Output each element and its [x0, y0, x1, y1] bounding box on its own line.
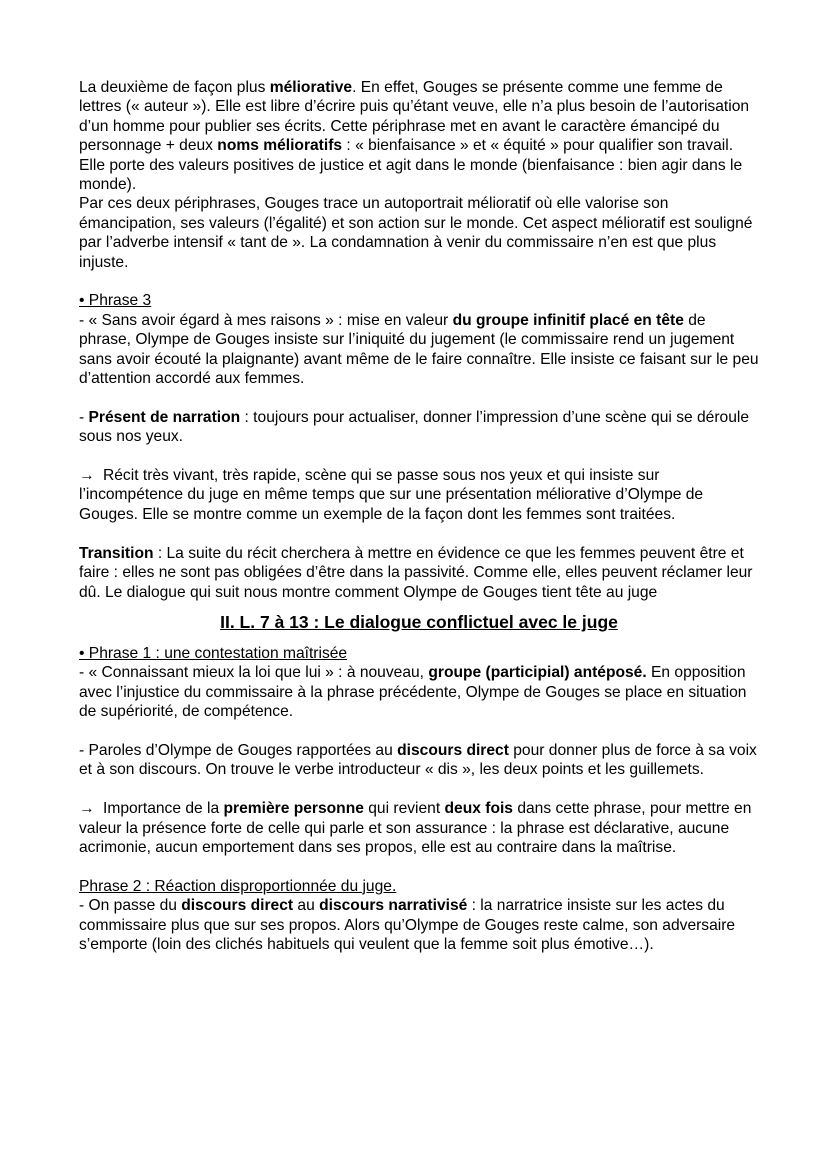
text-run: Récit très vivant, très rapide, scène qui se passe sous nos yeux et qui insiste sur l’incompétence du juge en même temps que sur une présentation méliorative d’Olympe de Gouges. Elle se montre comme un exemple de la façon dont les femmes sont traitées. — [79, 467, 704, 523]
bold-run: noms mélioratifs — [217, 137, 343, 155]
paragraph-connaissant — [79, 663, 759, 721]
paragraph-present-narration — [79, 408, 759, 447]
spacer — [79, 272, 759, 291]
spacer — [79, 780, 759, 799]
spacer — [79, 857, 759, 876]
paragraph-meliorative — [79, 78, 759, 194]
right-arrow-icon: → — [79, 467, 95, 485]
paragraph-sans-avoir-egard — [79, 311, 759, 389]
text-run: - — [79, 408, 89, 426]
text-run: : la narratrice insiste sur les actes du commissaire plus que sur ses propos. Alors qu’Olympe de Gouges reste calme, son adversaire s’emporte (loin des clichés habituels qui veulent que la femme soit plus émotive…). — [79, 897, 736, 953]
bold-run: Transition — [79, 544, 154, 562]
text-run: de phrase, Olympe de Gouges insiste sur l’iniquité du jugement (le commissaire rend un jugement sans avoir écouté la plaignante) avant même de le faire connaître. Elle insiste ce faisant sur le peu d’attention accordé aux femmes. — [79, 311, 759, 388]
spacer — [79, 447, 759, 466]
text-run: dans cette phrase, pour mettre en valeur la présence forte de celle qui parle et son assurance : la phrase est déclarative, aucune acrimonie, aucun emportement dans ses propos, elle est au contraire dans la maîtrise. — [79, 800, 752, 856]
text-run: : La suite du récit cherchera à mettre en évidence ce que les femmes peuvent être et faire : elles ne sont pas obligées d’être dans la passivité. Comme elle, elles peuvent réclamer leur dû. Le dialogue qui suit nous montre comment Olympe de Gouges tient tête au juge — [79, 544, 753, 601]
bold-run: discours narrativisé — [319, 897, 468, 915]
text-run: - Paroles d’Olympe de Gouges rapportées au — [79, 741, 398, 759]
right-arrow-icon: → — [79, 800, 95, 818]
bold-run: du groupe infinitif placé en tête — [452, 311, 684, 329]
text-run: qui revient — [363, 800, 445, 818]
text-run: : toujours pour actualiser, donner l’impression d’une scène qui se déroule sous nos yeux. — [79, 408, 750, 446]
paragraph-discours-direct — [79, 741, 759, 780]
paragraph-autoportrait: Par ces deux périphrases, Gouges trace un autoportrait mélioratif où elle valorise son émancipation, ses valeurs (l’égalité) et son action sur le monde. Cet aspect mélioratif est souligné par l’adverbe intensif « tant de ». La condamnation à venir du commissaire n’en est que plus injuste. — [79, 195, 753, 271]
paragraph-discours-narrativise — [79, 896, 759, 954]
section-title-phrase1: • Phrase 1 : une contestation maîtrisée — [79, 644, 348, 662]
text-run: En opposition avec l’injustice du commissaire à la phrase précédente, Olympe de Gouges se place en situation de supériorité, de compétence. — [79, 664, 747, 721]
text-run: La deuxième de façon plus — [79, 79, 270, 96]
bold-run: groupe (participial) antéposé. — [428, 664, 647, 682]
text-run: - « Connaissant mieux la loi que lui » : à nouveau, — [79, 664, 429, 682]
text-run: Importance de la — [103, 800, 224, 818]
text-run: . En effet, Gouges se présente comme une femme de lettres (« auteur »). Elle est libre d’écrire puis qu’étant veuve, elle n’a plus besoin de l’autorisation d’un homme pour publier ses écrits. Cette périphrase met en avant le caractère émancipé du personnage + deux — [79, 79, 750, 155]
section-heading: II. L. 7 à 13 : Le dialogue conflictuel avec le juge — [220, 611, 618, 632]
text-run: - On passe du — [79, 897, 182, 915]
section-title-phrase3: • Phrase 3 — [79, 292, 152, 310]
text-run: au — [293, 897, 320, 915]
paragraph-recit-vivant — [79, 466, 759, 524]
spacer — [79, 524, 759, 543]
bold-run: discours direct — [181, 897, 294, 915]
text-run: pour donner plus de force à sa voix et à son discours. On trouve le verbe introducteur « dis », les deux points et les guillemets. — [79, 741, 757, 779]
bold-run: discours direct — [397, 741, 509, 759]
bold-run: deux fois — [444, 800, 513, 818]
bold-run: Présent de narration — [88, 408, 241, 426]
paragraph-transition — [79, 544, 759, 602]
paragraph-premiere-personne — [79, 799, 759, 857]
bold-run: méliorative — [269, 79, 353, 96]
text-run: - « Sans avoir égard à mes raisons » : mise en valeur — [79, 311, 453, 329]
text-run: : « bienfaisance » et « équité » pour qualifier son travail. Elle porte des valeurs positives de justice et agit dans le monde (bienfaisance : bien agir dans le monde). — [79, 137, 743, 194]
bold-run: première personne — [223, 800, 364, 818]
spacer — [79, 722, 759, 741]
document-body — [79, 78, 759, 954]
spacer — [79, 388, 759, 407]
section-title-phrase2: Phrase 2 : Réaction disproportionnée du juge. — [79, 877, 397, 895]
